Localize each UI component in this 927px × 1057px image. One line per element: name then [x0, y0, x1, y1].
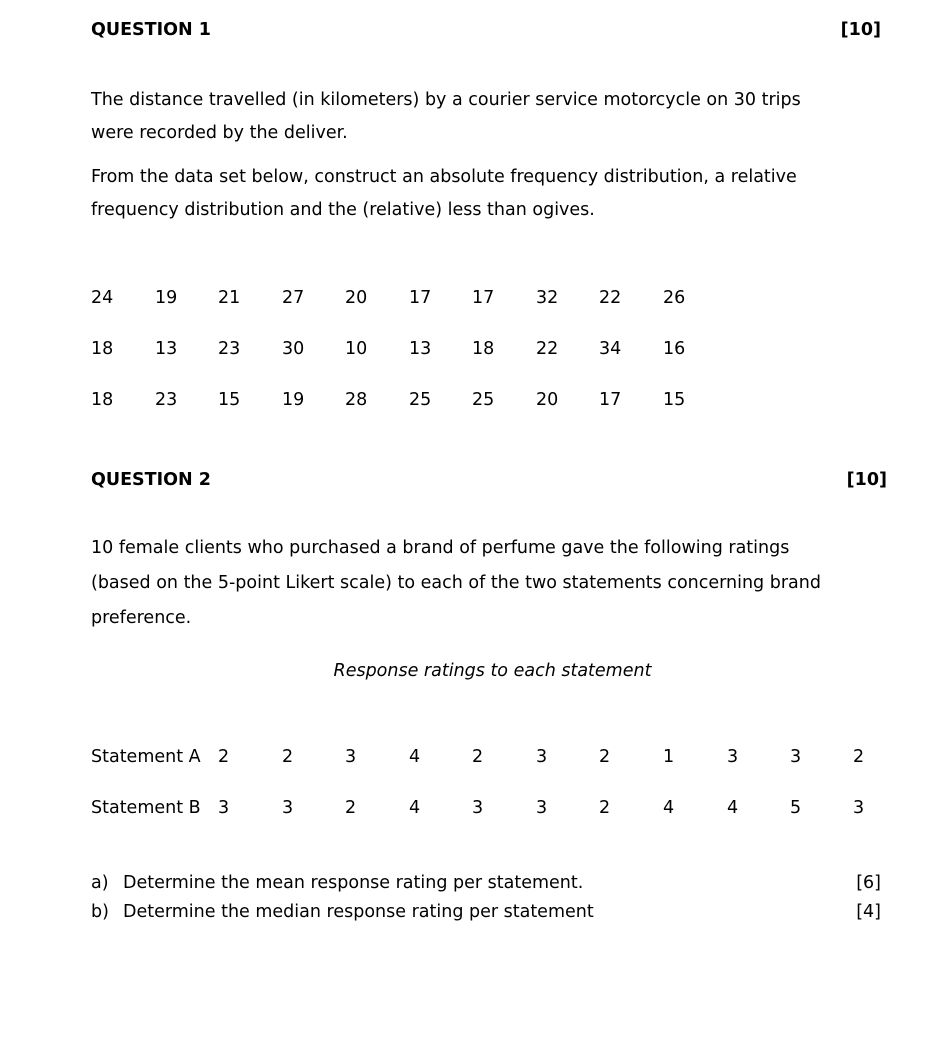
question-1-marks: [10]	[840, 20, 881, 40]
data-cell: 17	[599, 390, 622, 410]
question-2-paragraph-line: (based on the 5-point Likert scale) to each of the two statements concerning brand	[91, 573, 821, 593]
rating-cell: 1	[663, 747, 675, 767]
question-2-marks: [10]	[846, 470, 887, 490]
data-cell: 18	[91, 339, 114, 359]
data-cell: 16	[663, 339, 686, 359]
data-cell: 20	[345, 288, 368, 308]
rating-cell: 3	[790, 747, 802, 767]
data-cell: 28	[345, 390, 368, 410]
data-cell: 23	[218, 339, 241, 359]
part-letter: a)	[91, 873, 109, 893]
question-1-paragraph-line: The distance travelled (in kilometers) by a courier service motorcycle on 30 trips	[91, 90, 801, 110]
rating-cell: 3	[472, 798, 484, 818]
rating-cell: 3	[536, 798, 548, 818]
part-text: Determine the mean response rating per statement.	[123, 873, 584, 893]
data-cell: 13	[155, 339, 178, 359]
data-cell: 23	[155, 390, 178, 410]
data-cell: 17	[409, 288, 432, 308]
rating-cell: 4	[409, 747, 421, 767]
data-cell: 19	[155, 288, 178, 308]
rating-cell: 5	[790, 798, 802, 818]
data-cell: 22	[599, 288, 622, 308]
rating-cell: 3	[282, 798, 294, 818]
rating-cell: 4	[663, 798, 675, 818]
rating-cell: 3	[853, 798, 865, 818]
rating-cell: 3	[345, 747, 357, 767]
data-cell: 13	[409, 339, 432, 359]
data-cell: 15	[218, 390, 241, 410]
question-1-title: QUESTION 1	[91, 20, 211, 40]
rating-cell: 2	[599, 798, 611, 818]
data-cell: 32	[536, 288, 559, 308]
part-marks: [6]	[856, 873, 881, 893]
question-1-paragraph-line: frequency distribution and the (relative) less than ogives.	[91, 200, 595, 220]
rating-cell: 2	[853, 747, 865, 767]
rating-cell: 3	[536, 747, 548, 767]
rating-cell: 2	[472, 747, 484, 767]
question-2-paragraph-line: 10 female clients who purchased a brand of perfume gave the following ratings	[91, 538, 790, 558]
question-1-paragraph-line: From the data set below, construct an absolute frequency distribution, a relative	[91, 167, 797, 187]
data-cell: 30	[282, 339, 305, 359]
statement-label: Statement A	[91, 747, 201, 767]
part-marks: [4]	[856, 902, 881, 922]
question-2-paragraph-line: preference.	[91, 608, 192, 628]
part-text: Determine the median response rating per statement	[123, 902, 594, 922]
data-cell: 26	[663, 288, 686, 308]
question-1-paragraph-line: were recorded by the deliver.	[91, 123, 348, 143]
table-caption: Response ratings to each statement	[333, 661, 652, 681]
rating-cell: 2	[345, 798, 357, 818]
rating-cell: 2	[282, 747, 294, 767]
data-cell: 15	[663, 390, 686, 410]
data-cell: 22	[536, 339, 559, 359]
rating-cell: 4	[409, 798, 421, 818]
data-cell: 18	[472, 339, 495, 359]
part-letter: b)	[91, 902, 109, 922]
rating-cell: 2	[218, 747, 230, 767]
data-cell: 21	[218, 288, 241, 308]
data-cell: 18	[91, 390, 114, 410]
data-cell: 10	[345, 339, 368, 359]
rating-cell: 3	[727, 747, 739, 767]
data-cell: 17	[472, 288, 495, 308]
data-cell: 19	[282, 390, 305, 410]
data-cell: 24	[91, 288, 114, 308]
data-cell: 20	[536, 390, 559, 410]
question-2-title: QUESTION 2	[91, 470, 211, 490]
data-cell: 34	[599, 339, 622, 359]
rating-cell: 3	[218, 798, 230, 818]
data-cell: 25	[409, 390, 432, 410]
data-cell: 25	[472, 390, 495, 410]
rating-cell: 2	[599, 747, 611, 767]
data-cell: 27	[282, 288, 305, 308]
statement-label: Statement B	[91, 798, 201, 818]
rating-cell: 4	[727, 798, 739, 818]
